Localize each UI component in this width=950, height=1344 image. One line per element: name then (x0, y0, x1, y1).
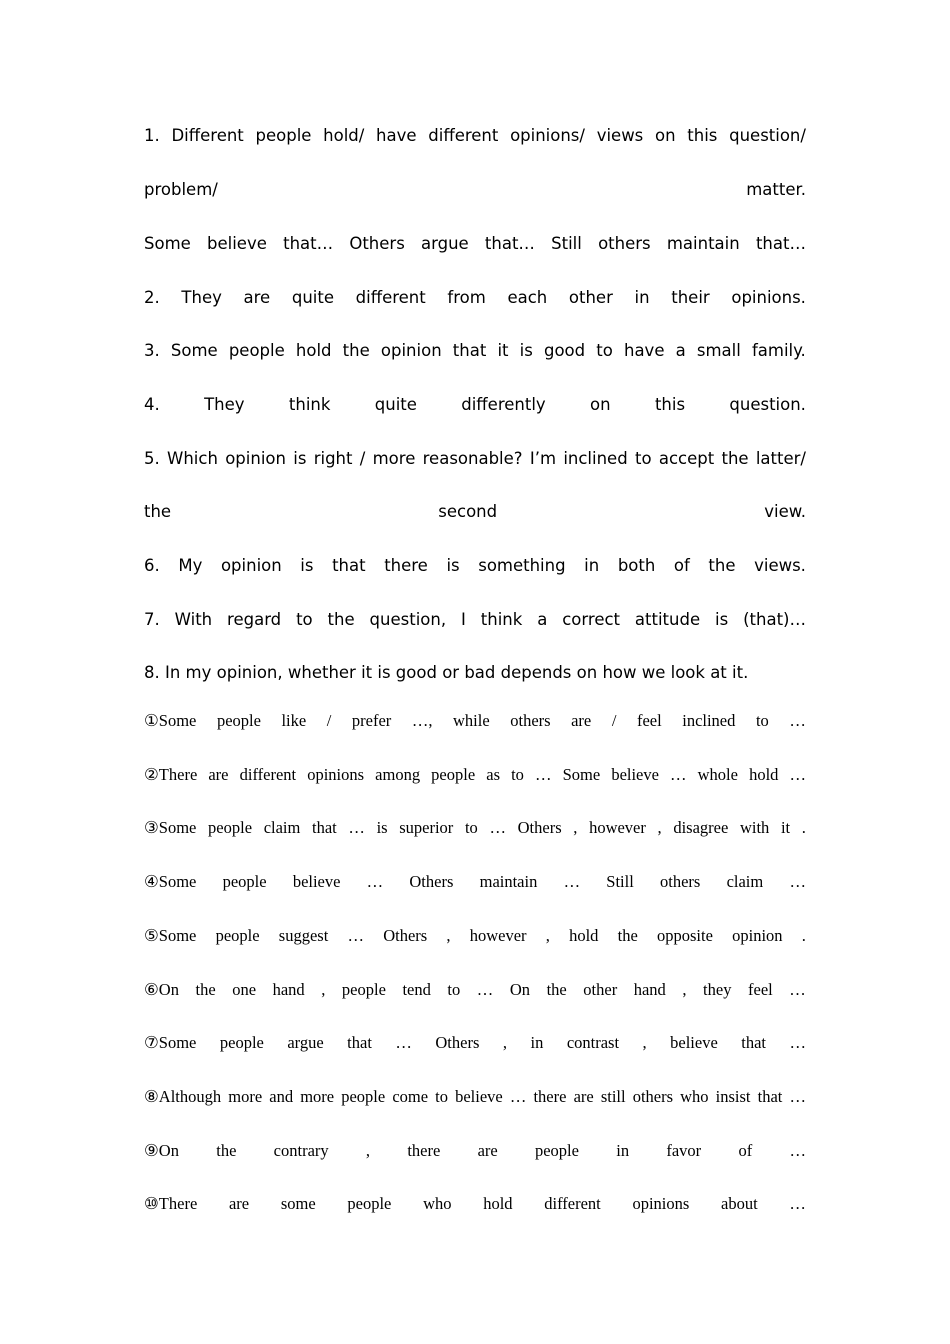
word: Others (517, 818, 562, 837)
word: among (375, 765, 421, 784)
word: opinions (632, 1194, 690, 1213)
word: to (634, 449, 652, 468)
word: … (366, 872, 384, 891)
word: other (583, 980, 618, 999)
word: there (384, 556, 428, 575)
word: it (497, 341, 509, 360)
word: 3. (144, 341, 160, 360)
word: the (216, 1141, 237, 1160)
word: , (657, 818, 662, 837)
word: a (537, 610, 548, 629)
word: whole (697, 765, 738, 784)
text-line (144, 174, 806, 206)
text-line: 8. In my opinion, whether it is good or bad depends on how we look at it. (144, 663, 749, 682)
word: that… (755, 234, 806, 253)
text-line (144, 705, 806, 737)
word: and (269, 1087, 294, 1106)
word: , (573, 818, 578, 837)
word: different (239, 765, 297, 784)
word: claim (726, 872, 764, 891)
word: quite (291, 288, 334, 307)
text-line (144, 604, 806, 636)
word: are (208, 765, 229, 784)
word: to (596, 341, 613, 360)
word: On (509, 980, 531, 999)
word: about (721, 1194, 758, 1213)
word: this (687, 126, 718, 145)
word: ①Some (144, 711, 197, 730)
word: … (509, 1087, 527, 1106)
word: to (435, 1087, 448, 1106)
word: favor (666, 1141, 702, 1160)
word: believe (670, 1033, 718, 1052)
word: small (696, 341, 741, 360)
word: Others (349, 234, 405, 253)
word: people (216, 711, 261, 730)
text-line (144, 120, 806, 152)
word: … (789, 765, 806, 784)
word: second (438, 502, 498, 521)
word: is (293, 449, 307, 468)
word: (that)… (743, 610, 806, 629)
word: They (181, 288, 222, 307)
word: opinions. (731, 288, 806, 307)
word: others (598, 234, 651, 253)
word: , (545, 926, 550, 945)
word: hold (295, 341, 332, 360)
word: people (255, 126, 312, 145)
word: 7. (144, 610, 160, 629)
word: feel (748, 980, 773, 999)
word: ⑦Some (144, 1033, 197, 1052)
word: the (342, 341, 370, 360)
word: view. (764, 502, 806, 521)
word: superior (399, 818, 454, 837)
word: , (446, 926, 451, 945)
word: inclined (563, 449, 628, 468)
word: as (486, 765, 500, 784)
word: … (348, 818, 365, 837)
word: others (632, 1087, 674, 1106)
word: in (530, 1033, 544, 1052)
word: maintain (666, 234, 740, 253)
word: ⑥On (144, 980, 179, 999)
word: reasonable? (422, 449, 523, 468)
word: people (341, 980, 386, 999)
text-line (144, 1188, 806, 1220)
word: they (703, 980, 732, 999)
word: on (655, 126, 676, 145)
word: tend (402, 980, 431, 999)
word: some (280, 1194, 316, 1213)
text-line (144, 812, 806, 844)
word: question. (729, 395, 806, 414)
word: with (739, 818, 770, 837)
text-line (144, 920, 806, 952)
word: contrary (273, 1141, 329, 1160)
word: in (634, 288, 650, 307)
word: 1. (144, 126, 160, 145)
text-line (144, 974, 806, 1006)
word: like (281, 711, 307, 730)
word: …, (411, 711, 433, 730)
word: in (616, 1141, 630, 1160)
word: 2. (144, 288, 160, 307)
word: . (801, 926, 806, 945)
word: , (365, 1141, 371, 1160)
word: have (623, 341, 665, 360)
text-line (144, 550, 806, 582)
word: their (671, 288, 710, 307)
word: / (359, 449, 366, 468)
word: that (347, 1033, 372, 1052)
word: insist (715, 1087, 751, 1106)
word: are (571, 711, 592, 730)
word: more (300, 1087, 335, 1106)
word: / (611, 711, 617, 730)
word: . (801, 818, 806, 837)
word: … (789, 1194, 806, 1213)
word: of (738, 1141, 753, 1160)
word: quite (374, 395, 417, 414)
word: … (489, 818, 506, 837)
word: the (617, 926, 638, 945)
word: people (347, 1194, 392, 1213)
word: … (476, 980, 494, 999)
word: Others (435, 1033, 480, 1052)
text-line (144, 443, 806, 475)
word: ⑨On (144, 1141, 179, 1160)
word: in (584, 556, 600, 575)
word: however (469, 926, 527, 945)
word: are (228, 1194, 250, 1213)
word: still (600, 1087, 626, 1106)
word: … (535, 765, 552, 784)
word: views (596, 126, 644, 145)
word: the (721, 449, 749, 468)
word: ④Some (144, 872, 197, 891)
word: ②There (144, 765, 198, 784)
word: … (789, 1087, 806, 1106)
word: argue (421, 234, 469, 253)
word: inclined (682, 711, 736, 730)
word: matter. (746, 180, 806, 199)
word: They (204, 395, 245, 414)
word: disagree (673, 818, 729, 837)
word: Still (551, 234, 582, 253)
word: , (502, 1033, 507, 1052)
word: the (195, 980, 216, 999)
word: , (642, 1033, 647, 1052)
word: With (174, 610, 213, 629)
word: something (478, 556, 566, 575)
word: on (590, 395, 611, 414)
word: I (460, 610, 466, 629)
word: people (228, 341, 285, 360)
word: Still (606, 872, 634, 891)
word: right (313, 449, 353, 468)
word: family. (751, 341, 806, 360)
word: believe (611, 765, 659, 784)
word: think (288, 395, 331, 414)
word: it (780, 818, 791, 837)
text-line (144, 1135, 806, 1167)
word: come (392, 1087, 429, 1106)
word: opinion (380, 341, 442, 360)
word: maintain (479, 872, 538, 891)
word: is (376, 818, 388, 837)
text-line (144, 1027, 806, 1059)
word: … (789, 711, 806, 730)
word: people (215, 926, 260, 945)
word: I’m (529, 449, 557, 468)
word: this (654, 395, 686, 414)
word: feel (636, 711, 662, 730)
word: question, (369, 610, 447, 629)
word: Some (170, 341, 218, 360)
word: the (144, 502, 172, 521)
word: 4. (144, 395, 160, 414)
word: My (178, 556, 203, 575)
word: Some (562, 765, 601, 784)
word: think (480, 610, 523, 629)
word: who (680, 1087, 709, 1106)
text-line (144, 866, 806, 898)
word: views. (754, 556, 806, 575)
word: accept (658, 449, 715, 468)
word: there (533, 1087, 567, 1106)
word: people (222, 872, 267, 891)
word: suggest (278, 926, 329, 945)
word: others (510, 711, 551, 730)
word: more (228, 1087, 263, 1106)
word: have (376, 126, 417, 145)
word: that… (484, 234, 535, 253)
word: ⑤Some (144, 926, 197, 945)
word: latter/ (755, 449, 806, 468)
word: … (789, 980, 806, 999)
word: a (675, 341, 686, 360)
word: claim (263, 818, 301, 837)
word: the (546, 980, 567, 999)
word: … (670, 765, 687, 784)
word: to (464, 818, 478, 837)
word: believe (292, 872, 341, 891)
word: others (660, 872, 701, 891)
word: to (296, 610, 313, 629)
word: people (341, 1087, 386, 1106)
text-line (144, 759, 806, 791)
word: to (447, 980, 461, 999)
word: Which (167, 449, 218, 468)
word: … (347, 926, 364, 945)
word: are (573, 1087, 594, 1106)
word: … (789, 1141, 806, 1160)
word: … (563, 872, 581, 891)
word: is (715, 610, 729, 629)
word: different (428, 126, 499, 145)
word: opposite (656, 926, 713, 945)
word: … (789, 872, 806, 891)
word: of (673, 556, 690, 575)
word: is (446, 556, 460, 575)
word: opinion (220, 556, 282, 575)
word: opinions/ (510, 126, 585, 145)
word: who (423, 1194, 452, 1213)
word: ⑧Although (144, 1087, 222, 1106)
word: that (741, 1033, 767, 1052)
word: are (243, 288, 271, 307)
word: that (332, 556, 366, 575)
word: hand (272, 980, 305, 999)
word: hold (569, 926, 599, 945)
word: prefer (351, 711, 392, 730)
word: problem/ (144, 180, 218, 199)
word: is (300, 556, 314, 575)
word: good (543, 341, 586, 360)
word: ③Some (144, 818, 197, 837)
word: Some (144, 234, 191, 253)
word: one (232, 980, 257, 999)
word: contrast (566, 1033, 620, 1052)
word: is (519, 341, 533, 360)
word: different (355, 288, 426, 307)
word: there (407, 1141, 441, 1160)
word: other (568, 288, 613, 307)
word: , (321, 980, 326, 999)
word: argue (287, 1033, 324, 1052)
text-line (144, 282, 806, 314)
word: … (789, 1033, 806, 1052)
word: , (682, 980, 687, 999)
text-line (144, 389, 806, 421)
word: 6. (144, 556, 160, 575)
word: Different (171, 126, 244, 145)
word: hold (749, 765, 779, 784)
word: ⑩There (144, 1194, 198, 1213)
word: people (534, 1141, 579, 1160)
word: different (544, 1194, 601, 1213)
word: while (453, 711, 490, 730)
word: / (326, 711, 332, 730)
word: that (757, 1087, 783, 1106)
word: differently (461, 395, 546, 414)
word: to (755, 711, 769, 730)
word: the (327, 610, 355, 629)
word: more (372, 449, 416, 468)
word: hold (483, 1194, 513, 1213)
word: however (589, 818, 646, 837)
word: to (511, 765, 524, 784)
word: each (507, 288, 548, 307)
text-line (144, 496, 806, 528)
word: 5. (144, 449, 160, 468)
word: attitude (634, 610, 701, 629)
word: people (431, 765, 476, 784)
word: opinion (225, 449, 286, 468)
word: opinion (732, 926, 783, 945)
word: hold/ (323, 126, 365, 145)
word: the (708, 556, 736, 575)
word: that (452, 341, 487, 360)
word: Others (409, 872, 454, 891)
word: opinions (307, 765, 365, 784)
word: regard (227, 610, 282, 629)
word: correct (562, 610, 621, 629)
text-line (144, 228, 806, 260)
text-line (144, 335, 806, 367)
word: from (447, 288, 486, 307)
word: are (477, 1141, 498, 1160)
word: … (395, 1033, 412, 1052)
word: that (312, 818, 337, 837)
word: people (219, 1033, 264, 1052)
text-line (144, 1081, 806, 1113)
word: hand (633, 980, 666, 999)
word: believe (207, 234, 267, 253)
word: question/ (729, 126, 806, 145)
word: Others (383, 926, 428, 945)
word: people (208, 818, 253, 837)
word: believe (455, 1087, 503, 1106)
word: that… (283, 234, 334, 253)
word: both (617, 556, 656, 575)
